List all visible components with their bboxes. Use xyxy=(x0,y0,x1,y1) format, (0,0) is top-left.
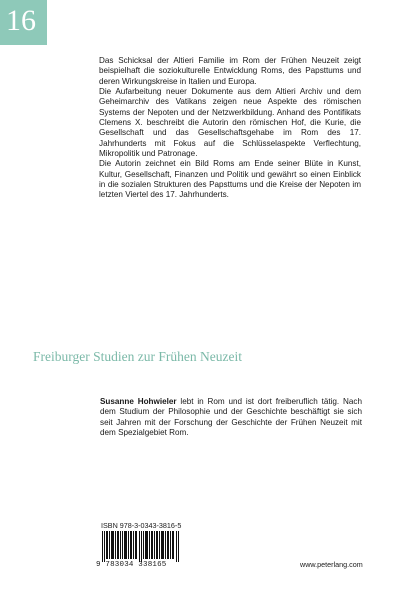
barcode xyxy=(96,531,186,571)
author-bio xyxy=(100,397,362,438)
author-bio-text: lebt in Rom und ist dort freiberuflich tätig. Nach dem Studium der Philosophie und der Geschichte beschäftigt sie sich seit Jahren mit der Forschung der Geschichte der Frühen Neuzeit mit dem Spezialgebiet Rom. xyxy=(100,397,362,438)
barcode-digits: 9 783034 338165 xyxy=(96,561,167,569)
barcode-icon xyxy=(96,531,186,562)
author-name: Susanne Hohwieler xyxy=(100,397,177,406)
blurb-paragraph-3: Die Autorin zeichnet ein Bild Roms am Ende seiner Blüte in Kunst, Kultur, Gesellschaft, Finanzen und Politik und gewährt so einen Einblick in die sozialen Strukturen des Papsttums und die Kreise der Nepoten im letzten Viertel des 17. Jahrhunderts. xyxy=(99,159,361,200)
blurb-paragraph-1: Das Schicksal der Altieri Familie im Rom der Frühen Neuzeit zeigt beispielhaft die soziokulturelle Entwicklung Roms, des Papsttums und deren Wirkungskreise in Italien und Europa. xyxy=(99,56,361,86)
back-cover-blurb xyxy=(99,56,361,201)
volume-badge xyxy=(0,0,47,45)
publisher-website: www.peterlang.com xyxy=(300,560,363,569)
isbn: ISBN 978-3-0343-3816-5 xyxy=(101,521,182,530)
volume-number: 16 xyxy=(6,4,36,37)
series-title: Freiburger Studien zur Frühen Neuzeit xyxy=(33,349,242,364)
blurb-paragraph-2: Die Aufarbeitung neuer Dokumente aus dem Altieri Archiv und dem Geheimarchiv des Vatikans zeigen neue Aspekte des römischen Systems der Nepoten und der Netzwerkbildung. Anhand des Pontifikats Clemens X. beschreibt die Autorin den römischen Hof, die Kurie, die Gesellschaft und das Gesellschaftsgehabe im Rom des 17. Jahrhunderts mit Fokus auf die Schlüsselaspekte Verflechtung, Mikropolitik und Patronage. xyxy=(99,87,361,159)
